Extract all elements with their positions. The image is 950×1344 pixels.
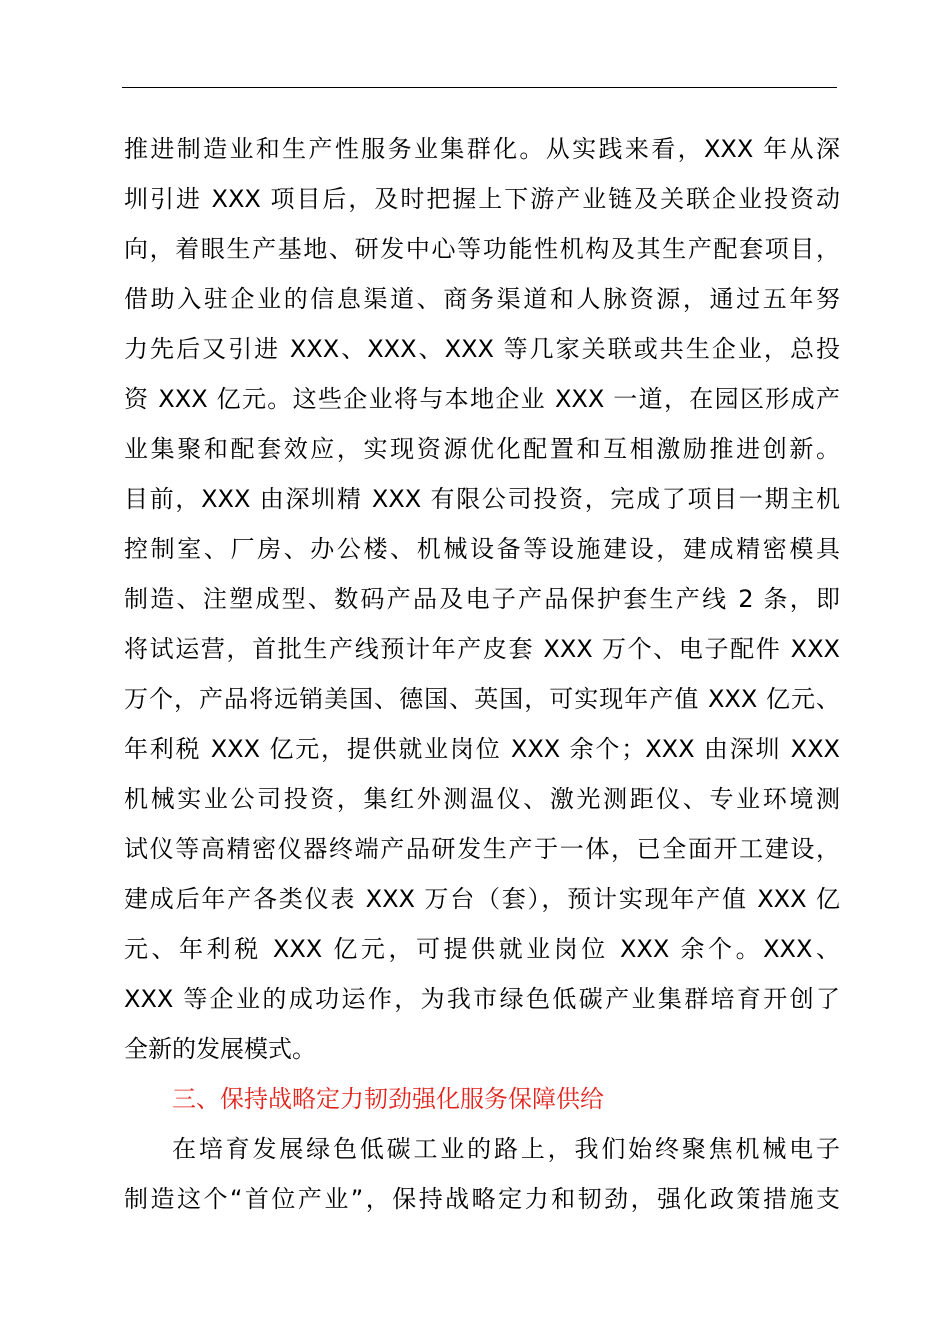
paragraph-line: 控制室、厂房、办公楼、机械设备等设施建设，建成精密模具 xyxy=(124,535,840,563)
paragraph-line: 目前，XXX 由深圳精 XXX 有限公司投资，完成了项目一期主机 xyxy=(124,485,840,513)
paragraph-line: 建成后年产各类仪表 XXX 万台（套），预计实现年产值 XXX 亿 xyxy=(124,885,840,913)
paragraph-1 xyxy=(124,124,840,1074)
paragraph-line: 业集聚和配套效应，实现资源优化配置和互相激励推进创新。 xyxy=(124,435,840,463)
paragraph-line: 全新的发展模式。 xyxy=(124,1035,316,1063)
paragraph-line: 试仪等高精密仪器终端产品研发生产于一体，已全面开工建设， xyxy=(124,835,840,863)
paragraph-line: 推进制造业和生产性服务业集群化。从实践来看，XXX 年从深 xyxy=(124,135,840,163)
paragraph-line: 制造、注塑成型、数码产品及电子产品保护套生产线 2 条，即 xyxy=(124,585,840,613)
paragraph-line: 万个，产品将远销美国、德国、英国，可实现年产值 XXX 亿元、 xyxy=(124,685,840,713)
paragraph-2 xyxy=(124,1124,840,1224)
header-rule xyxy=(122,87,837,88)
section-heading: 三、保持战略定力韧劲强化服务保障供给 xyxy=(172,1085,604,1113)
paragraph-line: 年利税 XXX 亿元，提供就业岗位 XXX 余个；XXX 由深圳 XXX xyxy=(124,735,840,763)
paragraph-line: 元、年利税 XXX 亿元，可提供就业岗位 XXX 余个。XXX、 xyxy=(124,935,840,963)
paragraph-line: 制造这个“首位产业”，保持战略定力和韧劲，强化政策措施支 xyxy=(124,1185,840,1213)
paragraph-line: 将试运营，首批生产线预计年产皮套 XXX 万个、电子配件 XXX xyxy=(124,635,840,663)
paragraph-line: 向，着眼生产基地、研发中心等功能性机构及其生产配套项目， xyxy=(124,235,840,263)
paragraph-line: 在培育发展绿色低碳工业的路上，我们始终聚焦机械电子 xyxy=(172,1135,840,1163)
paragraph-line: 资 XXX 亿元。这些企业将与本地企业 XXX 一道，在园区形成产 xyxy=(124,385,840,413)
document-body xyxy=(124,124,840,1224)
paragraph-line: XXX 等企业的成功运作，为我市绿色低碳产业集群培育开创了 xyxy=(124,985,840,1013)
paragraph-line: 圳引进 XXX 项目后，及时把握上下游产业链及关联企业投资动 xyxy=(124,185,840,213)
paragraph-line: 力先后又引进 XXX、XXX、XXX 等几家关联或共生企业，总投 xyxy=(124,335,840,363)
paragraph-line: 借助入驻企业的信息渠道、商务渠道和人脉资源，通过五年努 xyxy=(124,285,840,313)
paragraph-line: 机械实业公司投资，集红外测温仪、激光测距仪、专业环境测 xyxy=(124,785,840,813)
